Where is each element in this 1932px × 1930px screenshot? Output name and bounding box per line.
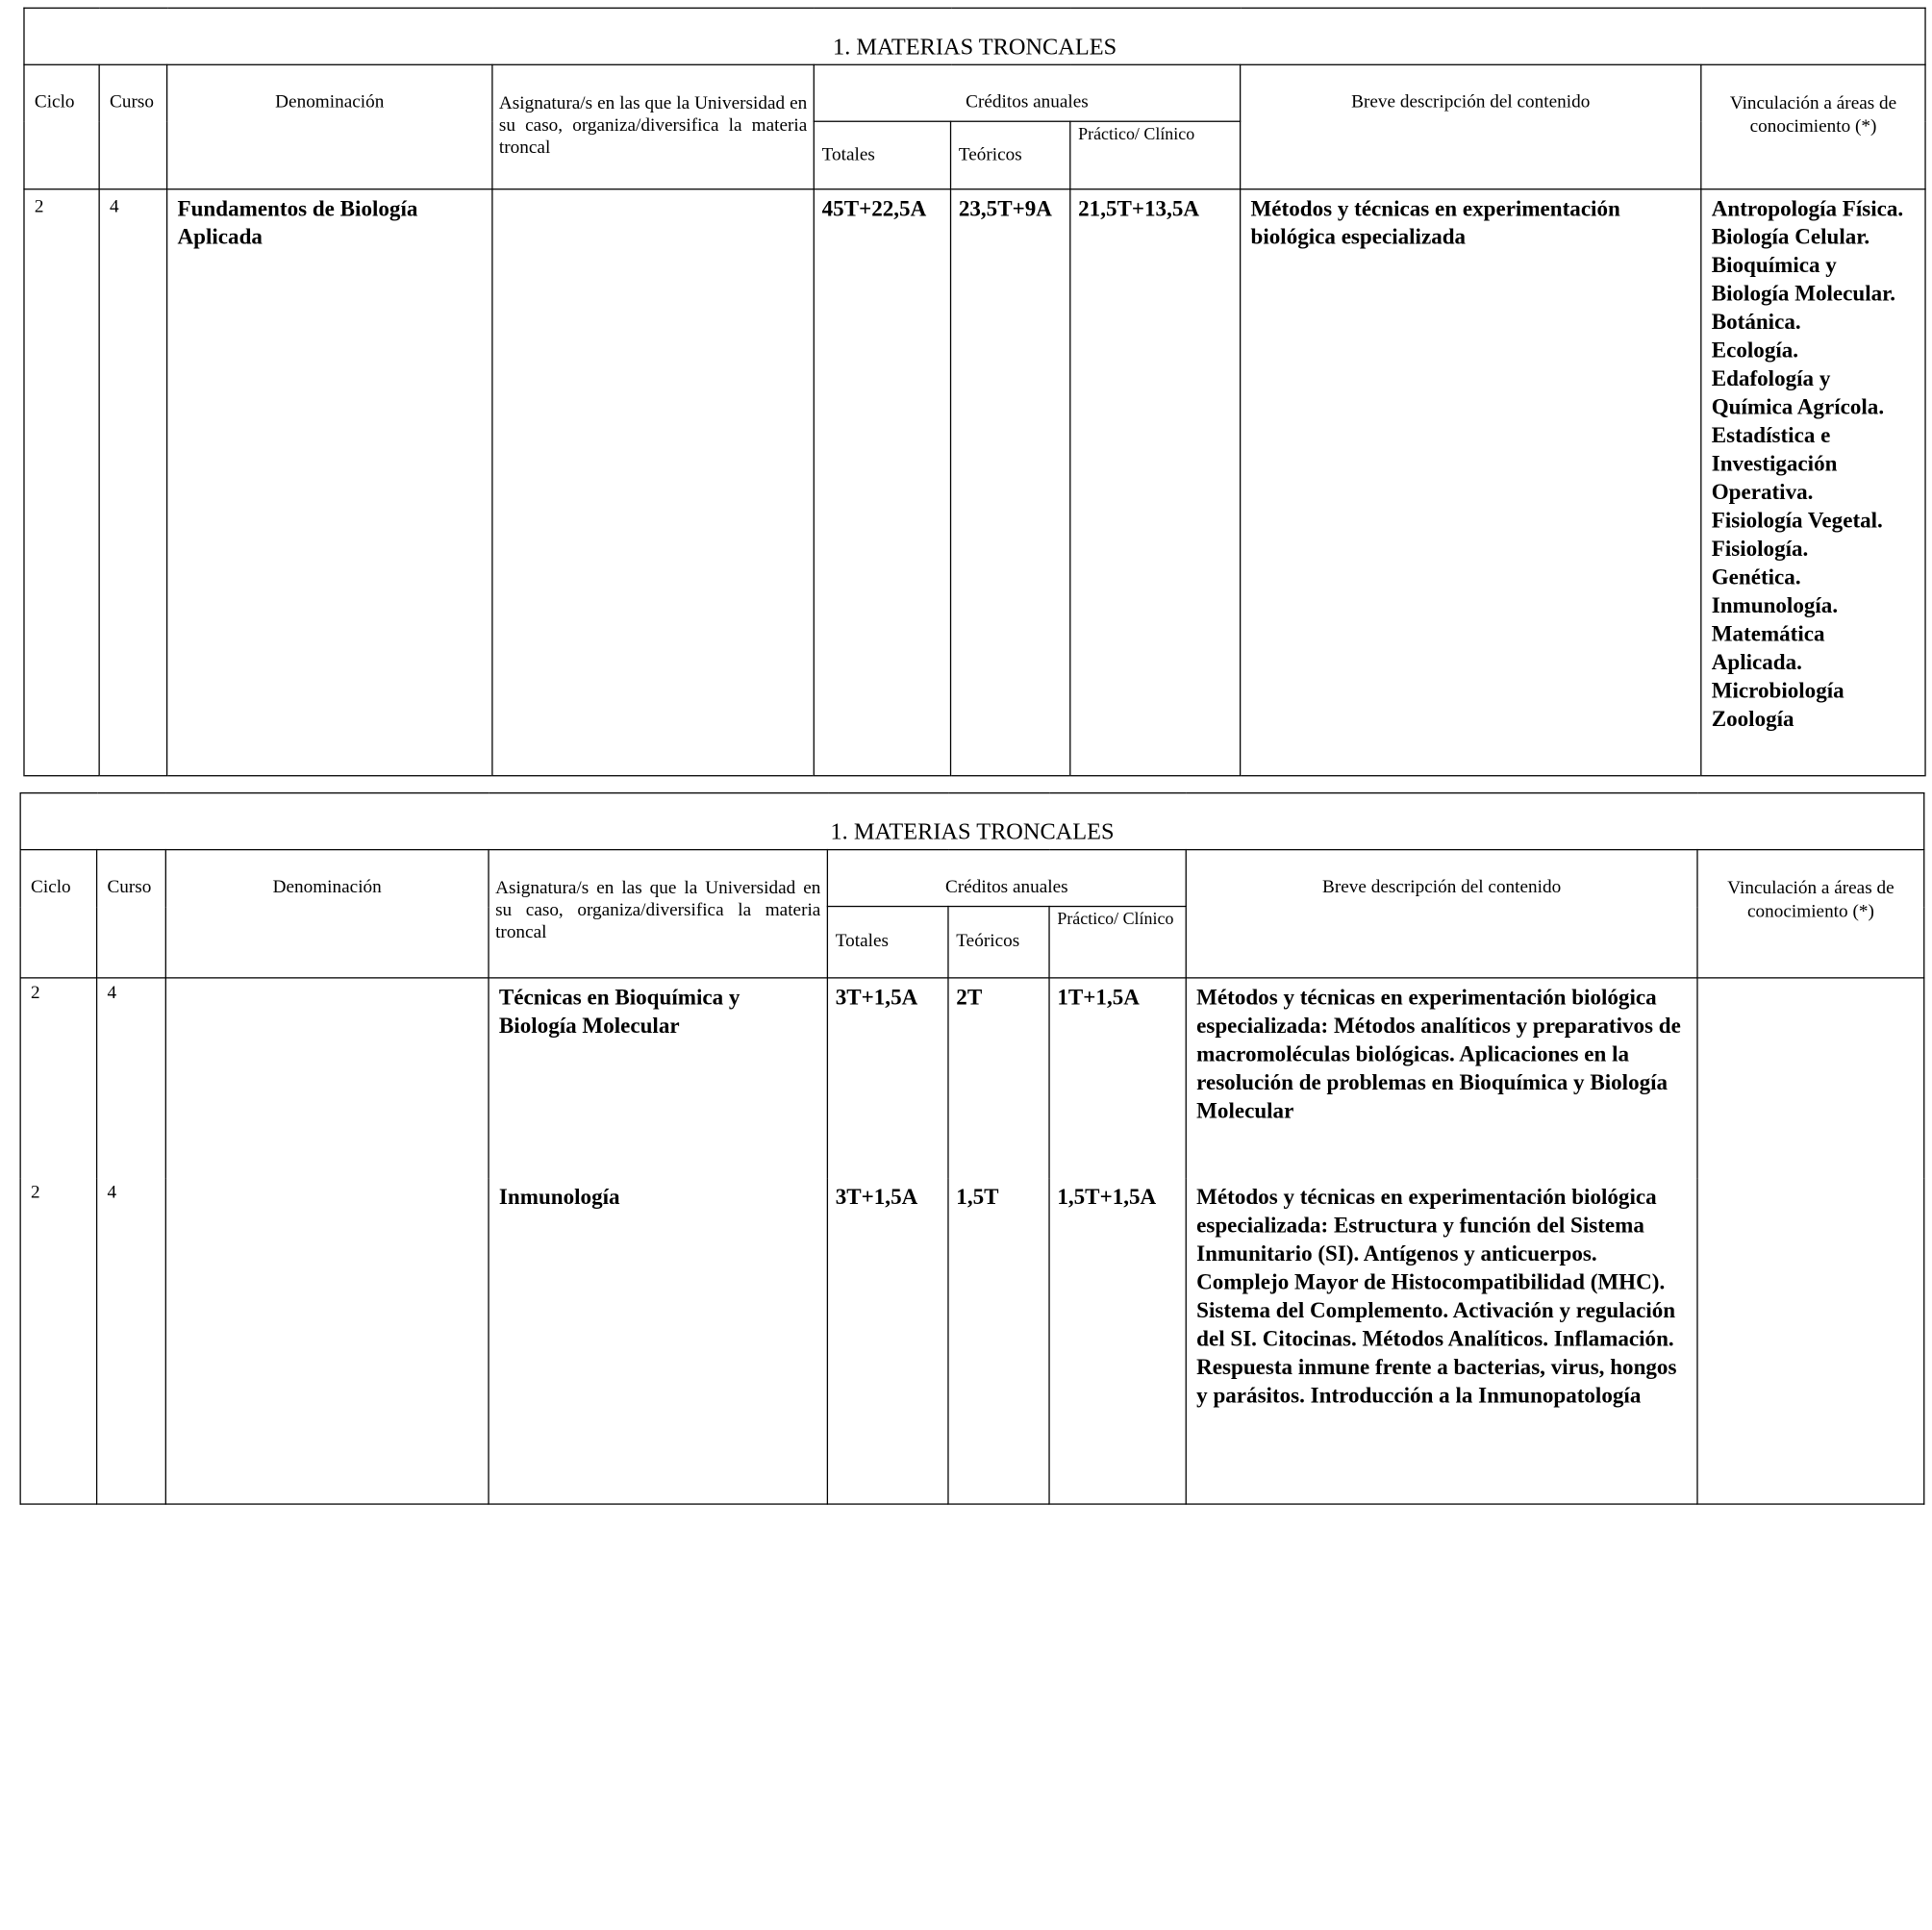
header-descripcion: Breve descripción del contenido (1241, 64, 1701, 188)
table-title: 1. MATERIAS TRONCALES (24, 8, 1925, 64)
header-asignatura-text: Asignatura/s en las que la Universidad en su caso, organiza/diversifica la materia troncal (495, 878, 821, 943)
header-vinculacion: Vinculación a áreas de conocimiento (*) (1697, 850, 1924, 978)
cell-descripcion: Métodos y técnicas en experimentación biológica especializada: Estructura y función del Sistema Inmunitario (SI). Antígenos y anticuerpos. Complejo Mayor de Histocompatibilidad (MHC). Sistema del Complemento. Activación y regulación del SI. Citocinas. Métodos Analíticos. Inflamación. Respuesta inmune frente a bacterias, virus, hongos y parásitos. Introducción a la Inmunopatología (1186, 1177, 1697, 1504)
cell-vinculacion (1697, 1177, 1924, 1504)
cell-denominacion: Fundamentos de Biología Aplicada (167, 189, 492, 776)
materias-troncales-table-2 (20, 792, 1925, 1505)
header-denominacion: Denominación (167, 64, 492, 188)
header-asignatura (489, 850, 827, 978)
table-row (20, 978, 1924, 1178)
area-item: Química Agrícola. (1711, 394, 1885, 419)
area-item: Investigación (1711, 451, 1838, 476)
area-item: Edafología y (1711, 365, 1831, 391)
cell-denominacion (165, 978, 489, 1178)
area-item: Fisiología. (1711, 536, 1809, 562)
cell-ciclo: 2 (24, 189, 99, 776)
cell-ciclo: 2 (20, 1177, 96, 1504)
area-item: Biología Celular. (1711, 224, 1870, 249)
header-creditos-anuales: Créditos anuales (827, 850, 1186, 907)
area-item: Estadística e (1711, 422, 1831, 448)
header-asignatura (492, 64, 814, 188)
cell-practico: 1,5T+1,5A (1049, 1177, 1186, 1504)
area-item: Matemática (1711, 620, 1825, 646)
area-item: Botánica. (1711, 309, 1801, 335)
cell-totales: 3T+1,5A (827, 1177, 948, 1504)
area-item: Aplicada. (1711, 649, 1802, 674)
header-practico: Práctico/ Clínico (1070, 121, 1241, 188)
area-item: Antropología Física. (1711, 195, 1904, 221)
header-teoricos: Teóricos (951, 121, 1070, 188)
header-totales: Totales (827, 907, 948, 978)
materias-troncales-table-1 (23, 8, 1925, 777)
area-item: Genética. (1711, 564, 1801, 589)
cell-descripcion: Métodos y técnicas en experimentación biológica especializada: Métodos analíticos y preparativos de macromoléculas biológicas. Aplicaciones en la resolución de problemas en Bioquímica y Biología Molecular (1186, 978, 1697, 1178)
table-row (20, 1177, 1924, 1504)
header-denominacion: Denominación (165, 850, 489, 978)
header-practico: Práctico/ Clínico (1049, 907, 1186, 978)
header-descripcion: Breve descripción del contenido (1186, 850, 1697, 978)
header-teoricos: Teóricos (948, 907, 1049, 978)
header-curso: Curso (97, 850, 166, 978)
table-title: 1. MATERIAS TRONCALES (20, 793, 1924, 850)
cell-practico: 1T+1,5A (1049, 978, 1186, 1178)
area-item: Operativa. (1711, 479, 1814, 505)
header-asignatura-text: Asignatura/s en las que la Universidad en su caso, organiza/diversifica la materia troncal (498, 93, 808, 159)
header-ciclo: Ciclo (20, 850, 96, 978)
header-curso: Curso (99, 64, 166, 188)
area-item: Inmunología. (1711, 592, 1839, 618)
cell-descripcion: Métodos y técnicas en experimentación biológica especializada (1241, 189, 1701, 776)
table-row (24, 189, 1925, 776)
area-item: Bioquímica y (1711, 252, 1837, 278)
header-totales: Totales (814, 121, 950, 188)
cell-ciclo: 2 (20, 978, 96, 1178)
cell-curso: 4 (97, 1177, 166, 1504)
area-item: Fisiología Vegetal. (1711, 507, 1883, 533)
cell-asignatura (492, 189, 814, 776)
area-item: Biología Molecular. (1711, 281, 1896, 306)
area-item: Ecología. (1711, 338, 1799, 363)
cell-totales: 3T+1,5A (827, 978, 948, 1178)
cell-vinculacion (1697, 978, 1924, 1178)
cell-asignatura: Inmunología (489, 1177, 827, 1504)
cell-curso: 4 (97, 978, 166, 1178)
cell-teoricos: 1,5T (948, 1177, 1049, 1504)
cell-teoricos: 23,5T+9A (951, 189, 1070, 776)
header-creditos-anuales: Créditos anuales (814, 64, 1240, 121)
cell-teoricos: 2T (948, 978, 1049, 1178)
area-item: Microbiología (1711, 677, 1844, 703)
cell-curso: 4 (99, 189, 166, 776)
cell-totales: 45T+22,5A (814, 189, 950, 776)
header-vinculacion: Vinculación a áreas de conocimiento (*) (1701, 64, 1925, 188)
cell-asignatura: Técnicas en Bioquímica y Biología Molecular (489, 978, 827, 1178)
area-item: Zoología (1711, 706, 1794, 731)
cell-practico: 21,5T+13,5A (1070, 189, 1241, 776)
header-ciclo: Ciclo (24, 64, 99, 188)
cell-denominacion (165, 1177, 489, 1504)
cell-vinculacion (1701, 189, 1925, 776)
